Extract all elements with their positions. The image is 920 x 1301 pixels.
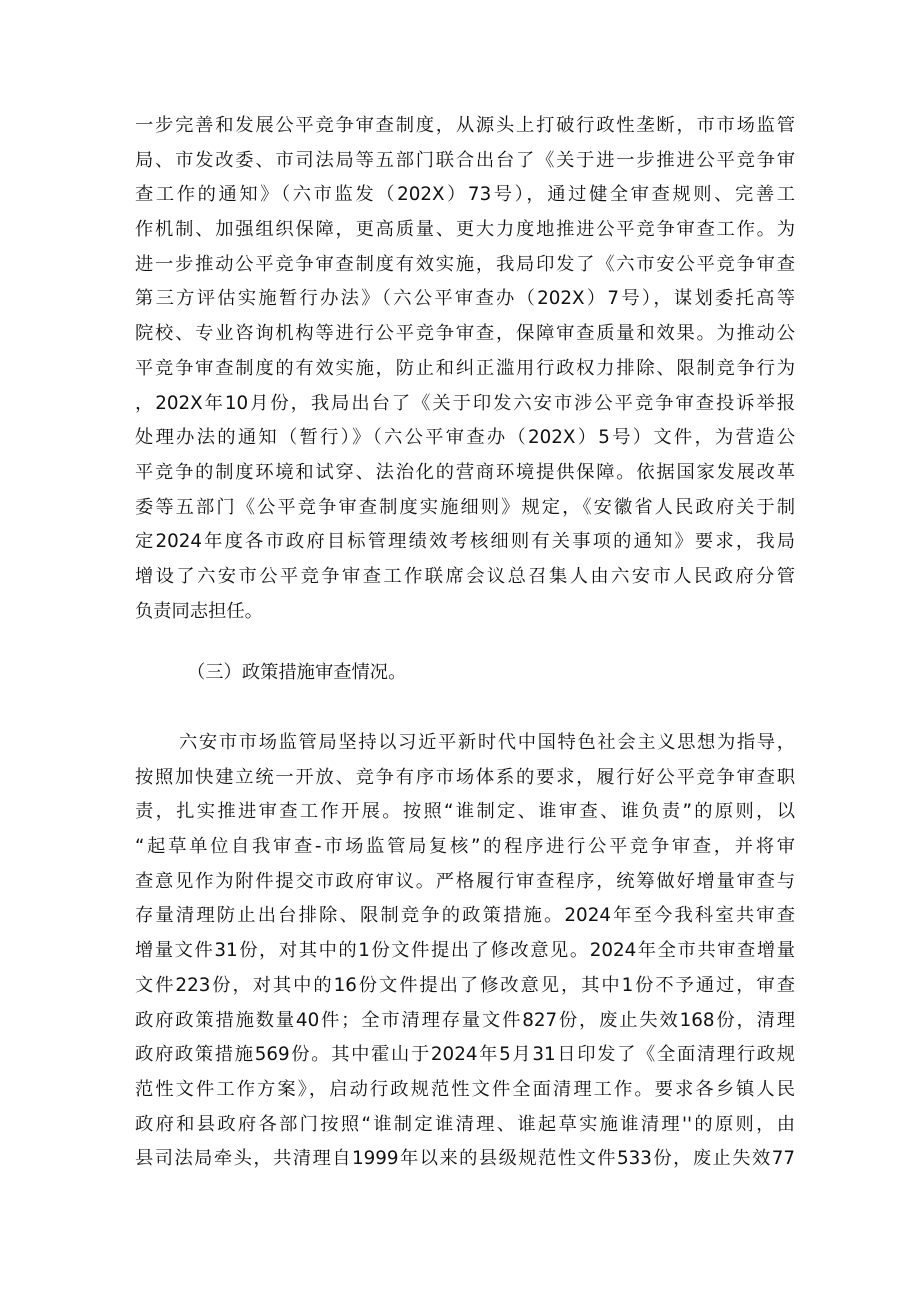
text-line: 一步完善和发展公平竞争审查制度，从源头上打破行政性垄断，市市场监管 xyxy=(135,115,795,136)
text-line: 政府和县政府各部门按照“谁制定谁清理、谁起草实施谁清理''的原则，由 xyxy=(135,1113,795,1135)
text-line: 县司法局牵头，共清理自1999年以来的县级规范性文件533份，废止失效77 xyxy=(135,1148,795,1170)
text-line: 范性文件工作方案》，启动行政规范性文件全面清理工作。要求各乡镇人民 xyxy=(135,1078,795,1100)
text-line: 平竞争审查制度的有效实施，防止和纠正滥用行政权力排除、限制竞争行为 xyxy=(135,357,795,379)
text-line: ，202X年10月份，我局出台了《关于印发六安市涉公平竞争审查投诉举报 xyxy=(135,392,795,414)
text-line: 查意见作为附件提交市政府审议。严格履行审查程序，统筹做好增量审查与 xyxy=(135,870,795,892)
text-line: 文件223份，对其中的16份文件提出了修改意见，其中1份不予通过，审查 xyxy=(135,974,795,996)
text-line: 负责同志担任。 xyxy=(135,600,263,622)
text-line: 院校、专业咨询机构等进行公平竞争审查，保障审查质量和效果。为推动公 xyxy=(135,323,795,345)
text-line: 增量文件31份，对其中的1份文件提出了修改意见。2024年全市共审查增量 xyxy=(135,940,795,962)
text-line: 委等五部门《公平竞争审查制度实施细则》规定，《安徽省人民政府关于制 xyxy=(135,496,795,518)
text-line: 平竞争的制度环境和试穿、法治化的营商环境提供保障。依据国家发展改革 xyxy=(135,461,795,483)
section-heading xyxy=(187,656,587,691)
text-line: 增设了六安市公平竞争审查工作联席会议总召集人由六安市人民政府分管 xyxy=(135,565,795,587)
text-line: 政府政策措施数量40件；全市清理存量文件827份，废止失效168份，清理 xyxy=(135,1009,795,1031)
text-line: 查工作的通知》（六市监发（202X）73号），通过健全审查规则、完善工 xyxy=(135,184,795,206)
text-line: 局、市发改委、市司法局等五部门联合出台了《关于进一步推进公平竞争审 xyxy=(135,149,795,171)
text-line: 存量清理防止出台排除、限制竞争的政策措施。2024年至今我科室共审查 xyxy=(135,905,795,927)
paragraph-fair-competition-review xyxy=(135,109,795,629)
paragraph-policy-review xyxy=(135,726,795,1177)
section-heading-text: （三）政策措施审查情况。 xyxy=(187,662,407,683)
text-line: 按照加快建立统一开放、竞争有序市场体系的要求，履行好公平竞争审查职 xyxy=(135,766,795,788)
text-line: 作机制、加强组织保障，更高质量、更大力度地推进公平竞争审查工作。为 xyxy=(135,219,795,241)
text-line: 进一步推动公平竞争审查制度有效实施，我局印发了《六市安公平竞争审查 xyxy=(135,253,795,275)
text-line: 责，扎实推进审查工作开展。按照“谁制定、谁审查、谁负责”的原则，以 xyxy=(135,801,795,823)
text-line: “起草单位自我审查-市场监管局复核”的程序进行公平竞争审查，并将审 xyxy=(135,836,795,858)
text-line: 处理办法的通知（暂行）》（六公平审查办（202X）5号）文件，为营造公 xyxy=(135,427,795,449)
text-line: 定2024年度各市政府目标管理绩效考核细则有关事项的通知》要求，我局 xyxy=(135,531,795,553)
text-line: 政府政策措施569份。其中霍山于2024年5月31日印发了《全面清理行政规 xyxy=(135,1044,795,1066)
text-line: 第三方评估实施暂行办法》（六公平审查办（202X）7号），谋划委托高等 xyxy=(135,288,795,310)
text-line: 六安市市场监管局坚持以习近平新时代中国特色社会主义思想为指导， xyxy=(179,732,795,753)
